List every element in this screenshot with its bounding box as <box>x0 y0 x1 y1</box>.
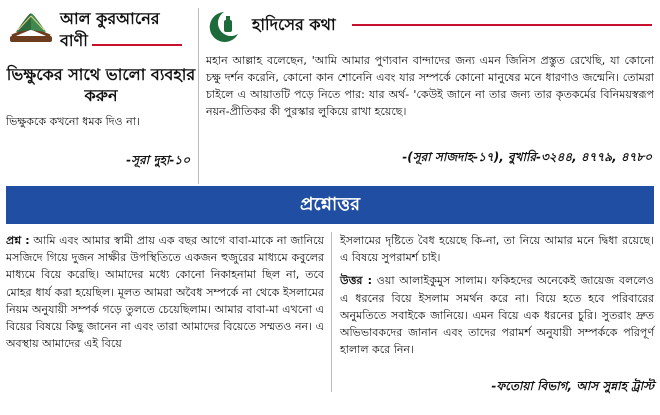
hadith-text: মহান আল্লাহ বলেছেন, 'আমি আমার পুণ্যবান বান্দাদের জন্য এমন জিনিস প্রস্তুত রেখেছি, যা কোনো চক্ষু দর্শন করেনি, কোনো কান শোনেনি এবং যার সম্পর্কে কোনো মানুষের মনে ধারণাও জন্মেনি। তোমরা চাইলে এ আয়াতটি পড়ে নিতে পার: যার অর্থ- 'কেউই জানে না তার জন্য তার কৃতকর্মের বিনিময়স্বরূপ নয়ন-প্রীতিকর কী পুরস্কার লুকিয়ে রাখা হয়েছে। <box>206 54 654 118</box>
hadith-section-title: হাদিসের কথা <box>252 15 336 34</box>
hadith-title-rule <box>352 24 652 26</box>
crescent-lantern-icon <box>204 8 242 46</box>
answer-block <box>340 272 654 358</box>
quran-section-title: আল কুরআনের বাণী <box>60 9 160 50</box>
question-text: আমি এবং আমার স্বামী প্রায় এক বছর আগে বাবা-মাকে না জানিয়ে মসজিদে গিয়ে দুজন সাক্ষীর উপস্থিতিতে একজন হুজুরের মাধ্যমে কবুলের মাধ্যমে বিয়ে করেছি। আমাদের মধ্যে কোনো নিকাহনামা ছিল না, তবে মোহর ধার্য করা হয়েছিল। মূলত আমরা অবৈধ সম্পর্কে না থেকে ইসলামের নিয়ম অনুযায়ী সম্পর্ক গড়ে তুলতে চেয়েছিলাম। আমার বাবা-মা এখনো এ বিয়ের বিষয়ে কিছু জানেন না এবং তারা আমাদের বিয়েতে সম্মতও নন। এ অবস্থায় আমাদের এই বিয়ে <box>6 234 325 351</box>
answer-label: উত্তর : <box>340 274 372 288</box>
qa-banner-title: প্রশ্নোত্তর <box>300 194 360 215</box>
question-column <box>6 232 324 352</box>
answer-column <box>340 232 654 358</box>
column-divider <box>198 8 199 184</box>
quran-title-rule <box>92 44 182 46</box>
qa-column-divider <box>331 232 332 392</box>
quran-subheading: ভিক্ষুকের সাথে ভালো ব্যবহার করুন <box>6 65 196 105</box>
quran-reference: -সূরা দুহা-১০ <box>126 153 190 167</box>
question-label: প্রশ্ন : <box>6 234 30 247</box>
question-continued: ইসলামের দৃষ্টিতে বৈধ হয়েছে কি-না, তা নিয়ে আমার মনে দ্বিধা রয়েছে। এ বিষয়ে সুপরামর্শ চাই। <box>340 234 654 265</box>
quran-verse-text: ভিক্ষুককে কখনো ধমক দিও না। <box>6 115 140 128</box>
quran-book-icon <box>6 6 56 46</box>
qa-reference: -ফতোয়া বিভাগ, আস সুন্নাহ ট্রাস্ট <box>491 379 654 393</box>
hadith-reference: -(সূরা সাজদাহ-১৭), বুখারি-৩২৪৪, ৪৭৭৯, ৪৭৮০ <box>402 150 652 164</box>
answer-text: ওয়া আলাইকুমুস সালাম। ফকিহদের অনেকেই জায়েজ বললেও এ ধরনের বিয়ে ইসলাম সমর্থন করে না। বিয়ে হতে হবে পরিবারের অনুমতিতে সবাইকে জানিয়ে। এমন বিয়ে এক ধরনের চুরি। সুতরাং দ্রুত অভিভাবকদের জানান এবং তাদের পরামর্শ অনুযায়ী সম্পর্ককে পরিপূর্ণ হালাল করে নিন। <box>340 274 655 357</box>
